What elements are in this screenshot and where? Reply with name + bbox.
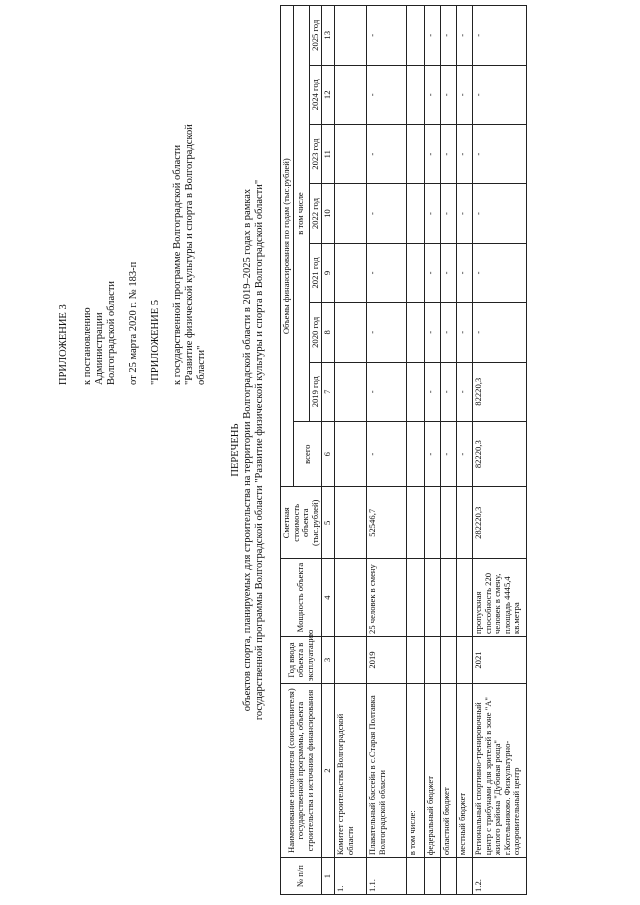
col-number: 9: [322, 243, 335, 302]
table-row: [366, 6, 406, 895]
col-number: 2: [322, 684, 335, 858]
row-name: областной бюджет: [440, 684, 456, 858]
issuer-line-2: Волгоградской области: [106, 280, 117, 385]
col-number: 6: [322, 421, 335, 487]
program-line-2: "Развитие физической культуры и спорта в Волгоградской: [184, 124, 195, 385]
row-year-value: -: [366, 184, 406, 243]
col-number: 3: [322, 636, 335, 683]
row-total: [406, 421, 424, 487]
row-capacity: пропускная способность 220 человек в смену, площадь 4445,4 кв.метра: [472, 559, 526, 637]
row-year-value: -: [472, 243, 526, 302]
title-line-2: государственной программы Волгоградской области "Развитие физической культуры и спорта в Волгоградской области": [254, 179, 265, 721]
decree-line: к постановлению: [82, 307, 93, 385]
row-capacity: [424, 559, 440, 637]
row-cost: 282220,3: [472, 487, 526, 559]
row-year-value: -: [456, 6, 472, 66]
row-year-value: -: [440, 6, 456, 66]
row-year: [440, 636, 456, 683]
row-year: 2019: [366, 636, 406, 683]
row-total: -: [456, 421, 472, 487]
row-year: [424, 636, 440, 683]
program-line-3: области": [196, 345, 207, 385]
row-year-value: [406, 124, 424, 183]
table-row: [406, 6, 424, 895]
program-line-1: к государственной программе Волгоградской области: [172, 144, 183, 385]
row-year-value: -: [472, 124, 526, 183]
col-number: 12: [322, 65, 335, 124]
row-year-value: -: [440, 184, 456, 243]
row-year-value: -: [366, 362, 406, 421]
header-funding: Объемы финансирования по годам (тыс.рублей): [281, 6, 294, 487]
row-year-value: -: [456, 243, 472, 302]
row-year-value: [334, 362, 366, 421]
row-year-value: -: [366, 303, 406, 362]
row-year-value: -: [424, 65, 440, 124]
header-year-2021: 2021 год: [309, 243, 322, 302]
row-num: [406, 858, 424, 895]
row-total: [334, 421, 366, 487]
row-capacity: [440, 559, 456, 637]
header-including: в том числе: [293, 6, 309, 422]
row-year-value: -: [456, 65, 472, 124]
row-year-value: -: [472, 6, 526, 66]
document-title: [230, 145, 266, 755]
row-year-value: -: [472, 303, 526, 362]
table-body: [334, 6, 526, 895]
row-total: 82220,3: [472, 421, 526, 487]
row-year-value: -: [424, 362, 440, 421]
row-capacity: [334, 559, 366, 637]
row-year-value: -: [424, 184, 440, 243]
row-name: Комитет строительства Волгоградской области: [334, 684, 366, 858]
row-year-value: -: [366, 6, 406, 66]
header-year-2025: 2025 год: [309, 6, 322, 66]
row-capacity: [406, 559, 424, 637]
table-row: [424, 6, 440, 895]
row-num: [424, 858, 440, 895]
table-row: [472, 6, 526, 895]
col-number: 10: [322, 184, 335, 243]
row-name: федеральный бюджет: [424, 684, 440, 858]
col-number: 4: [322, 559, 335, 637]
row-year-value: -: [456, 184, 472, 243]
row-cost: [456, 487, 472, 559]
col-number: 1: [322, 858, 335, 895]
col-number: 5: [322, 487, 335, 559]
row-year-value: -: [366, 124, 406, 183]
row-num: [456, 858, 472, 895]
col-number: 7: [322, 362, 335, 421]
row-capacity: [456, 559, 472, 637]
row-cost: [424, 487, 440, 559]
issuer-line-1: Администрации: [94, 312, 105, 385]
header-cost: Сметная стоимость объекта (тыс.рублей): [281, 487, 322, 559]
row-year-value: [334, 303, 366, 362]
table-row: [456, 6, 472, 895]
row-num: 1.: [334, 858, 366, 895]
row-name: местный бюджет: [456, 684, 472, 858]
row-num: [440, 858, 456, 895]
header-capacity: Мощность объекта: [281, 559, 322, 637]
row-cost: [334, 487, 366, 559]
row-capacity: 25 человек в смену: [366, 559, 406, 637]
row-num: 1.1.: [366, 858, 406, 895]
appendix5-label: "ПРИЛОЖЕНИЕ 5: [150, 299, 161, 385]
row-num: 1.2.: [472, 858, 526, 895]
header-year-2020: 2020 год: [309, 303, 322, 362]
row-cost: 52546,7: [366, 487, 406, 559]
table-row: [334, 6, 366, 895]
row-year-value: [334, 243, 366, 302]
header-name: Наименование исполнителя (соисполнителя) государственной программы, объекта строительства и источника финансирования: [281, 684, 322, 858]
row-year-value: -: [424, 303, 440, 362]
appendix-header: [58, 25, 208, 385]
row-cost: [406, 487, 424, 559]
header-year-2022: 2022 год: [309, 184, 322, 243]
row-year-value: [334, 6, 366, 66]
row-cost: [440, 487, 456, 559]
header-num: № п/п: [281, 858, 322, 895]
row-total: -: [366, 421, 406, 487]
header-year-2023: 2023 год: [309, 124, 322, 183]
objects-table: [280, 5, 527, 895]
row-year: [334, 636, 366, 683]
row-year-value: [334, 124, 366, 183]
row-year-value: -: [456, 362, 472, 421]
row-name: в том числе:: [406, 684, 424, 858]
row-year-value: [406, 6, 424, 66]
row-name: Плавательный бассейн в с.Старая Полтавка Волгоградской области: [366, 684, 406, 858]
column-number-row: [322, 6, 335, 895]
header-year-2019: 2019 год: [309, 362, 322, 421]
row-year-value: [406, 362, 424, 421]
row-year-value: -: [440, 124, 456, 183]
row-year-value: -: [440, 303, 456, 362]
header-total: всего: [293, 421, 322, 487]
row-year-value: [334, 65, 366, 124]
row-total: -: [440, 421, 456, 487]
row-year-value: [406, 303, 424, 362]
col-number: 13: [322, 6, 335, 66]
row-year: [406, 636, 424, 683]
header-year-2024: 2024 год: [309, 65, 322, 124]
row-year-value: -: [440, 243, 456, 302]
title-line-1: объектов спорта, планируемых для строительства на территории Волгоградской области в 2019–2025 годах в рамках: [242, 188, 253, 712]
title-main: ПЕРЕЧЕНЬ: [230, 423, 241, 477]
row-year-value: -: [424, 124, 440, 183]
row-year-value: 82220,3: [472, 362, 526, 421]
row-year-value: [406, 243, 424, 302]
header-year: Год ввода объекта в эксплуатацию: [281, 636, 322, 683]
col-number: 8: [322, 303, 335, 362]
row-year-value: [406, 184, 424, 243]
row-year-value: -: [366, 243, 406, 302]
row-year-value: -: [366, 65, 406, 124]
row-name: Региональный спортивно-тренировочный центр с трибунами для зрителей в зоне "А" жилого района "Дубовая роща" г.Котельниково. Физкультурно-оздоровительный центр: [472, 684, 526, 858]
row-year-value: [406, 65, 424, 124]
row-year-value: -: [456, 124, 472, 183]
row-year-value: -: [424, 6, 440, 66]
table-row: [440, 6, 456, 895]
row-total: -: [424, 421, 440, 487]
date-line: от 25 марта 2020 г. № 183-п: [128, 261, 139, 385]
row-year-value: -: [472, 184, 526, 243]
row-year-value: -: [472, 65, 526, 124]
row-year-value: -: [440, 65, 456, 124]
row-year-value: [334, 184, 366, 243]
row-year: 2021: [472, 636, 526, 683]
row-year-value: -: [440, 362, 456, 421]
col-number: 11: [322, 124, 335, 183]
row-year-value: -: [456, 303, 472, 362]
appendix-label: ПРИЛОЖЕНИЕ 3: [58, 304, 69, 385]
row-year: [456, 636, 472, 683]
row-year-value: -: [424, 243, 440, 302]
